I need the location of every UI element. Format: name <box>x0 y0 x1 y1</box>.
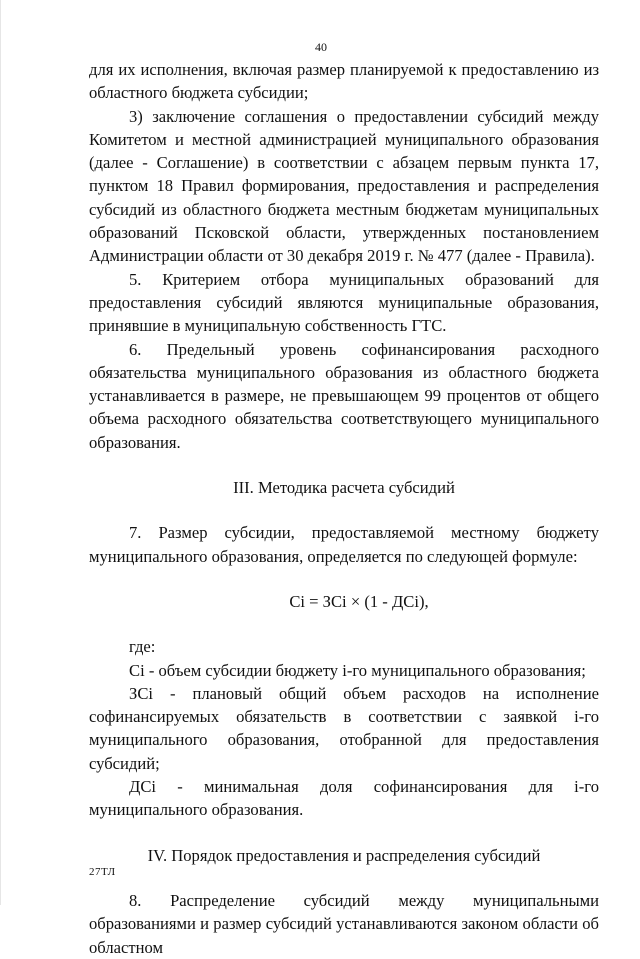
formula-definition-dci: ДCi - минимальная доля софинансирования для i-го муниципального образования. <box>89 777 599 820</box>
paragraph-continuation: для их исполнения, включая размер планируемой к предоставлению из областного бюджета субсидии; <box>89 60 599 103</box>
paragraph-item-8: 8. Распределение субсидий между муниципальными образованиями и размер субсидий устанавливаются законом области об областном <box>89 890 599 957</box>
formula-where: где: <box>129 637 156 657</box>
section-heading-4: IV. Порядок предоставления и распределения субсидий <box>147 845 541 865</box>
paragraph-item-3: 3) заключение соглашения о предоставлении субсидий между Комитетом и местной администрацией муниципального образования (далее - Соглашение) в соответствии с абзацем первым пункта 17, пунктом 18 Правил формирования, предоставления и распределения субсидий из областного бюджета местным бюджетам муниципальных образований Псковской области, утвержденных постановлением Администрации области от 30 декабря 2019 г. № 477 (далее - Правила). <box>89 106 599 266</box>
document-code: 27ТЛ <box>89 866 116 878</box>
paragraph-item-7: 7. Размер субсидии, предоставляемой местному бюджету муниципального образования, определяется по следующей формуле: <box>89 523 599 566</box>
page-number: 40 <box>315 40 327 54</box>
section-heading-3: III. Методика расчета субсидий <box>233 478 455 498</box>
subsidy-formula: Ci = ЗCi × (1 - ДCi), <box>289 591 429 611</box>
formula-definition-zci: ЗCi - плановый общий объем расходов на исполнение софинансируемых обязательств в соответствии с заявкой i-го муниципального образования, отобранной для предоставления субсидий; <box>89 683 599 773</box>
document-body <box>89 58 599 959</box>
paragraph-item-5: 5. Критерием отбора муниципальных образований для предоставления субсидий являются муниципальные образования, принявшие в муниципальную собственность ГТС. <box>89 269 599 336</box>
formula-definition-ci: Ci - объем субсидии бюджету i-го муниципального образования; <box>129 660 586 680</box>
paragraph-item-6: 6. Предельный уровень софинансирования расходного обязательства муниципального образования из областного бюджета устанавливается в размере, не превышающем 99 процентов от общего объема расходного обязательства соответствующего муниципального образования. <box>89 339 599 452</box>
